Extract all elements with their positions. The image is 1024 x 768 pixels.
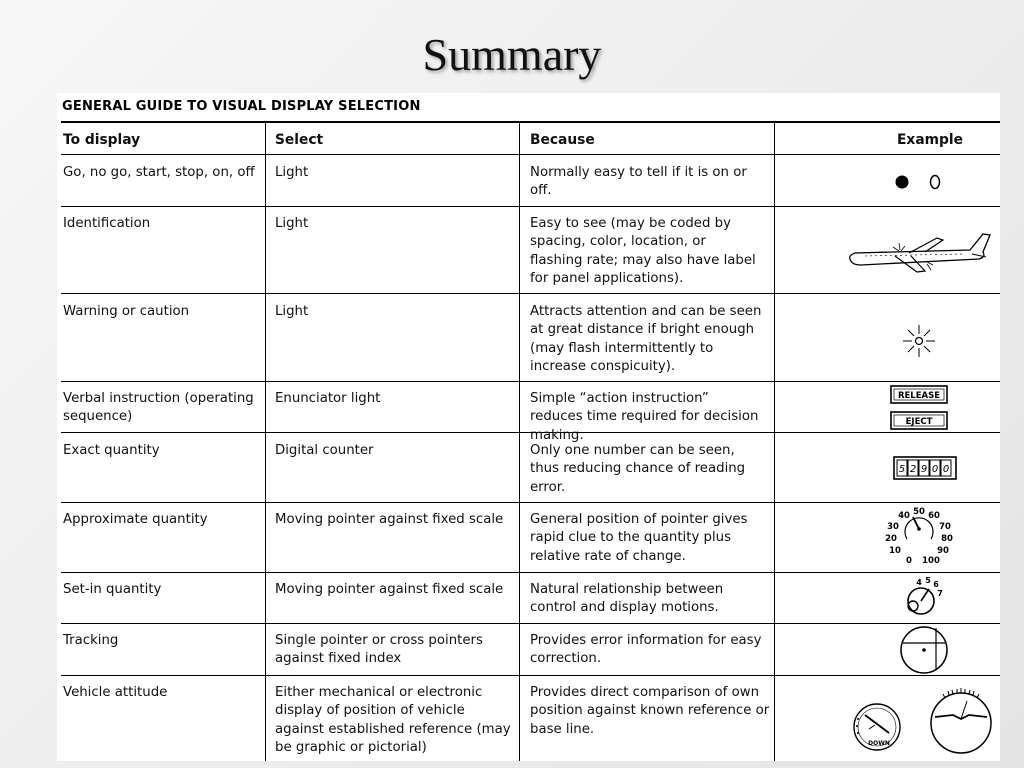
scale-label: 60 bbox=[928, 511, 940, 521]
column-header-example: Example bbox=[897, 132, 963, 148]
table-cell: Natural relationship between control and display motions. bbox=[530, 582, 724, 616]
table-cell: Exact quantity bbox=[63, 443, 160, 458]
enunciator-label: EJECT bbox=[905, 417, 933, 427]
table-cell: Attracts attention and can be seen at great distance if bright enough (may flash intermittently to increase conspicuity). bbox=[530, 304, 762, 374]
flashing-light-icon bbox=[901, 323, 937, 359]
enunciator-label: RELEASE bbox=[897, 391, 941, 401]
table-cell: Identification bbox=[63, 216, 151, 231]
cross-pointer-icon bbox=[897, 624, 951, 676]
scale-label: 7 bbox=[937, 589, 943, 598]
display-selection-table bbox=[57, 93, 1000, 761]
airplane-icon bbox=[845, 225, 993, 277]
table-cell: Tracking bbox=[63, 633, 119, 648]
scale-label: 0 bbox=[906, 556, 912, 566]
table-cell: General position of pointer gives rapid clue to the quantity plus relative rate of change. bbox=[530, 512, 748, 564]
scale-label: 80 bbox=[941, 534, 953, 544]
table-rule bbox=[61, 502, 1000, 503]
scale-label: 30 bbox=[887, 522, 899, 532]
column-header-select: Select bbox=[275, 132, 324, 148]
column-header-because: Because bbox=[530, 132, 595, 148]
table-rule bbox=[519, 122, 520, 761]
table-cell: Enunciator light bbox=[275, 391, 381, 406]
scale-label: 100 bbox=[922, 556, 940, 566]
table-cell: Warning or caution bbox=[63, 304, 190, 319]
table-cell: Moving pointer against fixed scale bbox=[275, 582, 504, 597]
slide-title: Summary bbox=[422, 29, 602, 80]
attitude-indicator-icon bbox=[849, 685, 997, 757]
scale-label: 50 bbox=[913, 507, 925, 517]
table-rule bbox=[61, 572, 1000, 573]
table-rule bbox=[61, 623, 1000, 624]
scale-label: 40 bbox=[898, 511, 910, 521]
table-cell: Only one number can be seen, thus reducing chance of reading error. bbox=[530, 443, 746, 495]
table-cell: Light bbox=[275, 304, 309, 319]
on-off-lights-icon bbox=[887, 170, 947, 194]
scale-label: 10 bbox=[889, 546, 901, 556]
table-cell: Verbal instruction (operating sequence) bbox=[63, 391, 254, 425]
table-cell: Light bbox=[275, 216, 309, 231]
table-heading: GENERAL GUIDE TO VISUAL DISPLAY SELECTION bbox=[62, 99, 421, 114]
table-rule bbox=[61, 206, 1000, 207]
counter-digit: 0 bbox=[931, 464, 939, 475]
table-cell: Light bbox=[275, 165, 309, 180]
scale-label: 20 bbox=[885, 534, 897, 544]
scale-label: 70 bbox=[939, 522, 951, 532]
dial-gauge-icon bbox=[879, 505, 959, 569]
counter-digit: 5 bbox=[898, 464, 906, 475]
enunciator-panel-icon bbox=[889, 385, 949, 433]
table-cell: Go, no go, start, stop, on, off bbox=[63, 165, 255, 180]
table-cell: Moving pointer against fixed scale bbox=[275, 512, 504, 527]
table-rule bbox=[61, 675, 1000, 676]
table-cell: Vehicle attitude bbox=[63, 685, 168, 700]
table-cell: Set-in quantity bbox=[63, 582, 162, 597]
table-rule bbox=[61, 293, 1000, 294]
table-cell: Approximate quantity bbox=[63, 512, 208, 527]
table-rule bbox=[61, 121, 1000, 123]
counter-digit: 0 bbox=[942, 464, 950, 475]
table-cell: Provides direct comparison of own position against known reference or base line. bbox=[530, 685, 770, 737]
scale-label: 90 bbox=[937, 546, 949, 556]
table-rule bbox=[774, 122, 775, 761]
scale-label: 6 bbox=[933, 580, 939, 589]
scale-label: 5 bbox=[925, 576, 931, 585]
table-cell: Single pointer or cross pointers against fixed index bbox=[275, 633, 483, 667]
table-cell: Digital counter bbox=[275, 443, 374, 458]
table-cell: Provides error information for easy correction. bbox=[530, 633, 762, 667]
column-header-to-display: To display bbox=[63, 132, 141, 148]
counter-digit: 9 bbox=[920, 464, 928, 475]
counter-digit: 2 bbox=[909, 464, 917, 475]
control-knob-icon bbox=[895, 574, 947, 622]
scale-label: 4 bbox=[916, 578, 922, 587]
attitude-label: DOWN bbox=[868, 740, 890, 747]
table-cell: Normally easy to tell if it is on or off. bbox=[530, 165, 747, 199]
table-cell: Either mechanical or electronic display of position of vehicle against established reference (may be graphic or pictorial) bbox=[275, 685, 511, 755]
table-rule bbox=[265, 122, 266, 761]
table-rule bbox=[61, 154, 1000, 155]
table-cell: Simple “action instruction” reduces time required for decision making. bbox=[530, 391, 759, 443]
table-rule bbox=[61, 381, 1000, 382]
digital-counter-icon bbox=[893, 455, 957, 481]
table-cell: Easy to see (may be coded by spacing, color, location, or flashing rate; may also have label for panel applications). bbox=[530, 216, 756, 286]
